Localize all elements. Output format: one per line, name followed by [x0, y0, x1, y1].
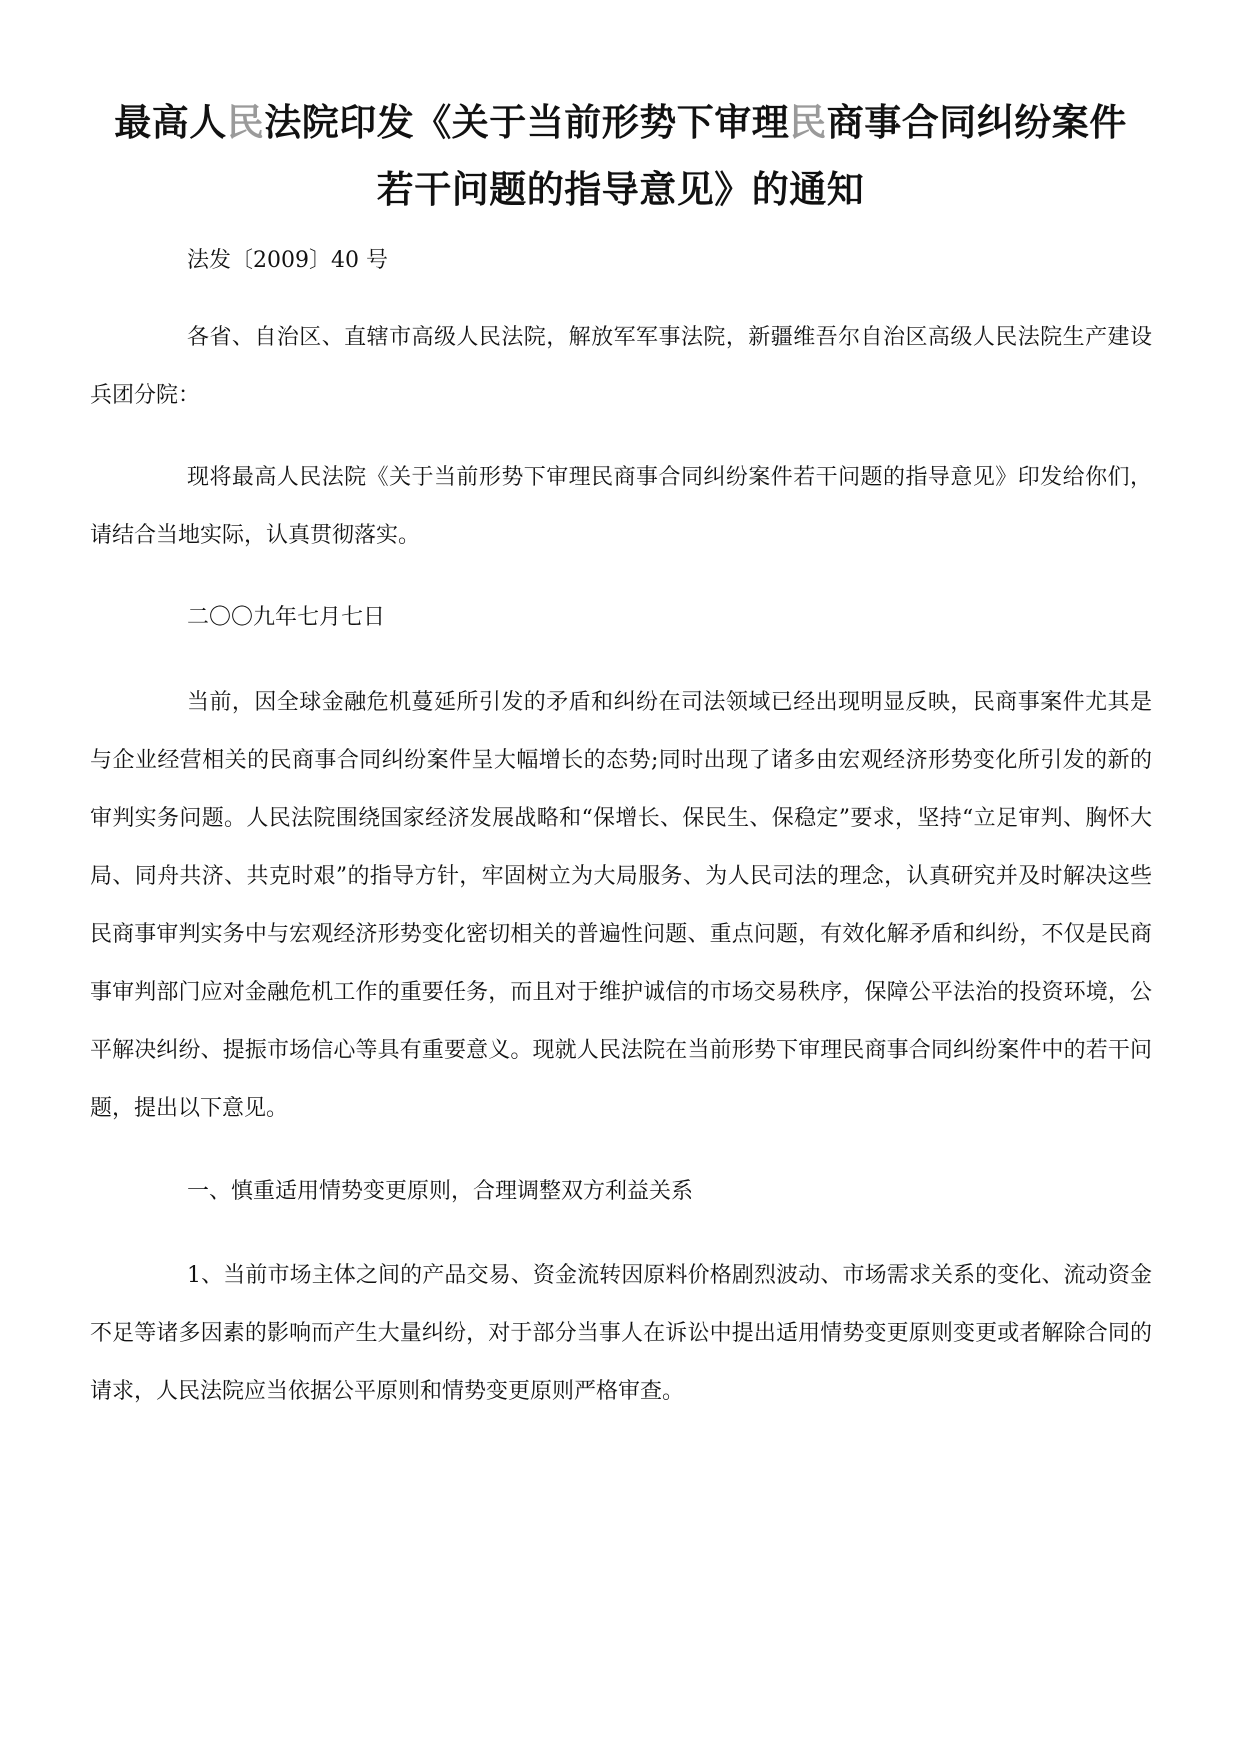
- document-title-line-2: 若干问题的指导意见》的通知: [376, 167, 865, 211]
- title-segment: 法院印发《关于当前形势下审理: [264, 100, 790, 144]
- title-segment: 商事合同纠纷案件: [826, 100, 1127, 144]
- section-1-heading: 一、慎重适用情势变更原则，合理调整双方利益关系: [187, 1179, 694, 1204]
- title-highlighted-char: 民: [789, 100, 827, 144]
- section-1-item-1: 1、当前市场主体之间的产品交易、资金流转因原料价格剧烈波动、市场需求关系的变化、流动资金不足等诸多因素的影响而产生大量纠纷，对于部分当事人在诉讼中提出适用情势变更原则变更或者解除合同的请求，人民法院应当依据公平原则和情势变更原则严格审查。: [90, 1263, 1152, 1404]
- notice-body-paragraph: 现将最高人民法院《关于当前形势下审理民商事合同纠纷案件若干问题的指导意见》印发给你们，请结合当地实际，认真贯彻落实。: [90, 465, 1152, 548]
- title-highlighted-char: 民: [226, 100, 265, 144]
- document-title-line-1: [90, 100, 1151, 144]
- intro-paragraph: 当前，因全球金融危机蔓延所引发的矛盾和纠纷在司法领域已经出现明显反映，民商事案件尤其是与企业经营相关的民商事合同纠纷案件呈大幅增长的态势;同时出现了诸多由宏观经济形势变化所引发的新的审判实务问题。人民法院围绕国家经济发展战略和“保增长、保民生、保稳定”要求，坚持“立足审判、胸怀大局、同舟共济、共克时艰”的指导方针，牢固树立为大局服务、为人民司法的理念，认真研究并及时解决这些民商事审判实务中与宏观经济形势变化密切相关的普遍性问题、重点问题，有效化解矛盾和纠纷，不仅是民商事审判部门应对金融危机工作的重要任务，而且对于维护诚信的市场交易秩序，保障公平法治的投资环境，公平解决纠纷、提振市场信心等具有重要意义。现就人民法院在当前形势下审理民商事合同纠纷案件中的若干问题，提出以下意见。: [90, 690, 1152, 1121]
- issue-date: 二〇〇九年七月七日: [187, 605, 386, 630]
- addressees-paragraph: 各省、自治区、直辖市高级人民法院，解放军军事法院，新疆维吾尔自治区高级人民法院生产建设兵团分院：: [90, 325, 1152, 408]
- title-segment: 最高人: [114, 100, 227, 144]
- document-number: 法发〔2009〕40 号: [187, 248, 388, 273]
